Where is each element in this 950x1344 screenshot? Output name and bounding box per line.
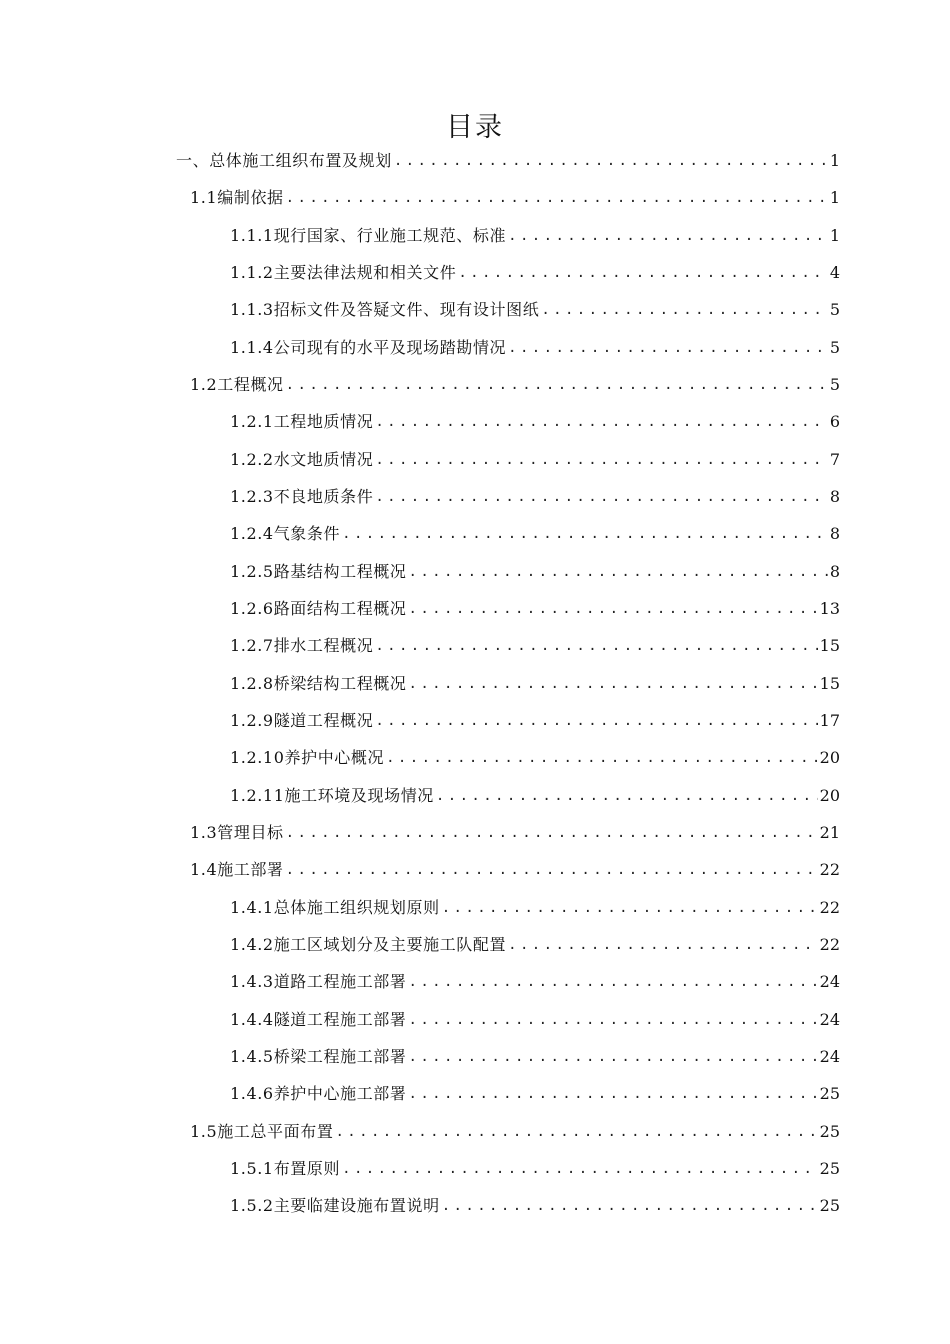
toc-entry[interactable] [230, 410, 840, 434]
toc-entry[interactable] [230, 1157, 840, 1181]
toc-entry-text: 1.2工程概况 [190, 375, 284, 394]
toc-dot-leader [409, 560, 828, 584]
toc-entry-text: 1.4.4隧道工程施工部署 [230, 1009, 407, 1029]
toc-dot-leader [442, 896, 818, 920]
toc-page-number: 25 [819, 1084, 840, 1104]
toc-entry[interactable] [230, 298, 840, 322]
toc-entry[interactable] [230, 1194, 840, 1218]
toc-entry-text: 1.2.6路面结构工程概况 [230, 599, 407, 618]
toc-dot-leader [286, 858, 818, 882]
toc-page-number: 5 [829, 300, 840, 320]
toc-page-number: 22 [819, 897, 840, 917]
toc-page-number: 20 [819, 748, 840, 768]
toc-entry[interactable] [230, 634, 840, 658]
toc-title: 目录 [446, 112, 504, 143]
toc-entry[interactable] [230, 784, 840, 808]
toc-dot-leader [436, 784, 818, 808]
toc-entry[interactable] [230, 522, 840, 546]
toc-entry-text: 1.1.4公司现有的水平及现场踏勘情况 [230, 337, 507, 357]
toc-dot-leader [375, 485, 828, 509]
toc-dot-leader [409, 672, 818, 696]
toc-dot-leader [342, 1157, 818, 1181]
toc-entry[interactable] [230, 560, 840, 584]
toc-entry-text: 1.2.5路基结构工程概况 [230, 561, 407, 581]
toc-entry-text: 1.2.3不良地质条件 [230, 487, 374, 506]
toc-entry-text: 1.5.2主要临建设施布置说明 [230, 1196, 440, 1216]
toc-page-number: 8 [829, 524, 840, 544]
toc-entry-text: 1.2.9隧道工程概况 [230, 710, 374, 730]
toc-page-number: 5 [829, 375, 840, 394]
toc-entry[interactable] [230, 261, 840, 285]
toc-entry[interactable] [190, 821, 840, 845]
toc-entry[interactable] [230, 1008, 840, 1032]
toc-dot-leader [375, 709, 817, 733]
toc-dot-leader [409, 1082, 818, 1106]
toc-entry[interactable] [230, 672, 840, 696]
toc-entry-text: 1.4.1总体施工组织规划原则 [230, 897, 440, 917]
toc-entry-text: 1.2.11施工环境及现场情况 [230, 785, 434, 805]
toc-page-number: 13 [819, 599, 840, 618]
toc-page-number: 24 [819, 1046, 840, 1066]
toc-entry[interactable] [230, 485, 840, 509]
toc-entry-text: 1.2.7排水工程概况 [230, 636, 374, 656]
toc-entry-text: 1.1.1现行国家、行业施工规范、标准 [230, 225, 507, 245]
toc-page-number: 1 [829, 188, 840, 208]
toc-page-number: 8 [829, 487, 840, 506]
toc-page-number: 1 [829, 151, 840, 170]
toc-entry[interactable] [190, 858, 840, 882]
toc-dot-leader [394, 149, 828, 173]
toc-entry-text: 1.4.2施工区域划分及主要施工队配置 [230, 934, 507, 954]
toc-entry[interactable] [176, 149, 840, 173]
toc-entry-text: 1.4.6养护中心施工部署 [230, 1084, 407, 1104]
toc-dot-leader [508, 933, 818, 957]
toc-entry[interactable] [230, 597, 840, 621]
toc-entry[interactable] [230, 970, 840, 994]
toc-dot-leader [458, 261, 828, 285]
toc-entry[interactable] [230, 709, 840, 733]
toc-entry-text: 1.2.2水文地质情况 [230, 449, 374, 469]
toc-entry[interactable] [190, 373, 840, 397]
toc-page-number: 22 [819, 860, 840, 880]
toc-entry-text: 1.2.10养护中心概况 [230, 748, 385, 768]
toc-entry-text: 1.1编制依据 [190, 188, 284, 208]
toc-entry-text: 1.1.2主要法律法规和相关文件 [230, 263, 457, 282]
toc-dot-leader [375, 634, 817, 658]
toc-entry-text: 一、总体施工组织布置及规划 [176, 151, 392, 170]
toc-page-number: 25 [819, 1121, 840, 1141]
toc-page-number: 22 [819, 934, 840, 954]
toc-entry-text: 1.2.1工程地质情况 [230, 412, 374, 432]
toc-page-number: 6 [829, 412, 840, 432]
toc-entry-text: 1.4施工部署 [190, 860, 284, 880]
toc-entry[interactable] [190, 1120, 840, 1144]
toc-page-number: 25 [819, 1158, 840, 1178]
toc-page-number: 25 [819, 1196, 840, 1216]
toc-page-number: 8 [829, 561, 840, 581]
toc-dot-leader [286, 821, 818, 845]
toc-entry-text: 1.5.1布置原则 [230, 1158, 341, 1178]
toc-entry[interactable] [230, 746, 840, 770]
toc-entry-text: 1.1.3招标文件及答疑文件、现有设计图纸 [230, 300, 540, 320]
toc-entry[interactable] [230, 448, 840, 472]
toc-dot-leader [286, 186, 828, 210]
toc-dot-leader [375, 448, 828, 472]
toc-dot-leader [409, 597, 818, 621]
toc-entry[interactable] [230, 1082, 840, 1106]
toc-dot-leader [409, 1045, 818, 1069]
toc-entry-text: 1.2.4气象条件 [230, 524, 341, 544]
toc-page-number: 5 [829, 337, 840, 357]
toc-dot-leader [342, 522, 828, 546]
toc-entry[interactable] [230, 933, 840, 957]
toc-page-number: 24 [819, 1009, 840, 1029]
toc-page-number: 15 [819, 673, 840, 693]
toc-page-number: 24 [819, 972, 840, 992]
toc-dot-leader [442, 1194, 818, 1218]
toc-page-number: 4 [829, 263, 840, 282]
toc-entry[interactable] [190, 186, 840, 210]
toc-entry-text: 1.3管理目标 [190, 822, 284, 842]
toc-entry-text: 1.4.3道路工程施工部署 [230, 972, 407, 992]
toc-page-number: 15 [819, 636, 840, 656]
toc-page-number: 20 [819, 785, 840, 805]
toc-entry-text: 1.5施工总平面布置 [190, 1121, 334, 1141]
toc-dot-leader [386, 746, 818, 770]
toc-dot-leader [508, 336, 828, 360]
toc-page-number: 7 [829, 449, 840, 469]
toc-dot-leader [409, 1008, 818, 1032]
toc-entry[interactable] [230, 336, 840, 360]
toc-dot-leader [375, 410, 828, 434]
toc-page-number: 1 [829, 225, 840, 245]
toc-dot-leader [335, 1120, 817, 1144]
toc-dot-leader [409, 970, 818, 994]
toc-dot-leader [508, 224, 828, 248]
toc-entry-text: 1.2.8桥梁结构工程概况 [230, 673, 407, 693]
toc-entry[interactable] [230, 1045, 840, 1069]
toc-dot-leader [286, 373, 828, 397]
toc-entry[interactable] [230, 896, 840, 920]
toc-dot-leader [541, 298, 828, 322]
toc-page-number: 17 [819, 710, 840, 730]
toc-entry[interactable] [230, 224, 840, 248]
toc-page-number: 21 [819, 822, 840, 842]
toc-entry-text: 1.4.5桥梁工程施工部署 [230, 1046, 407, 1066]
